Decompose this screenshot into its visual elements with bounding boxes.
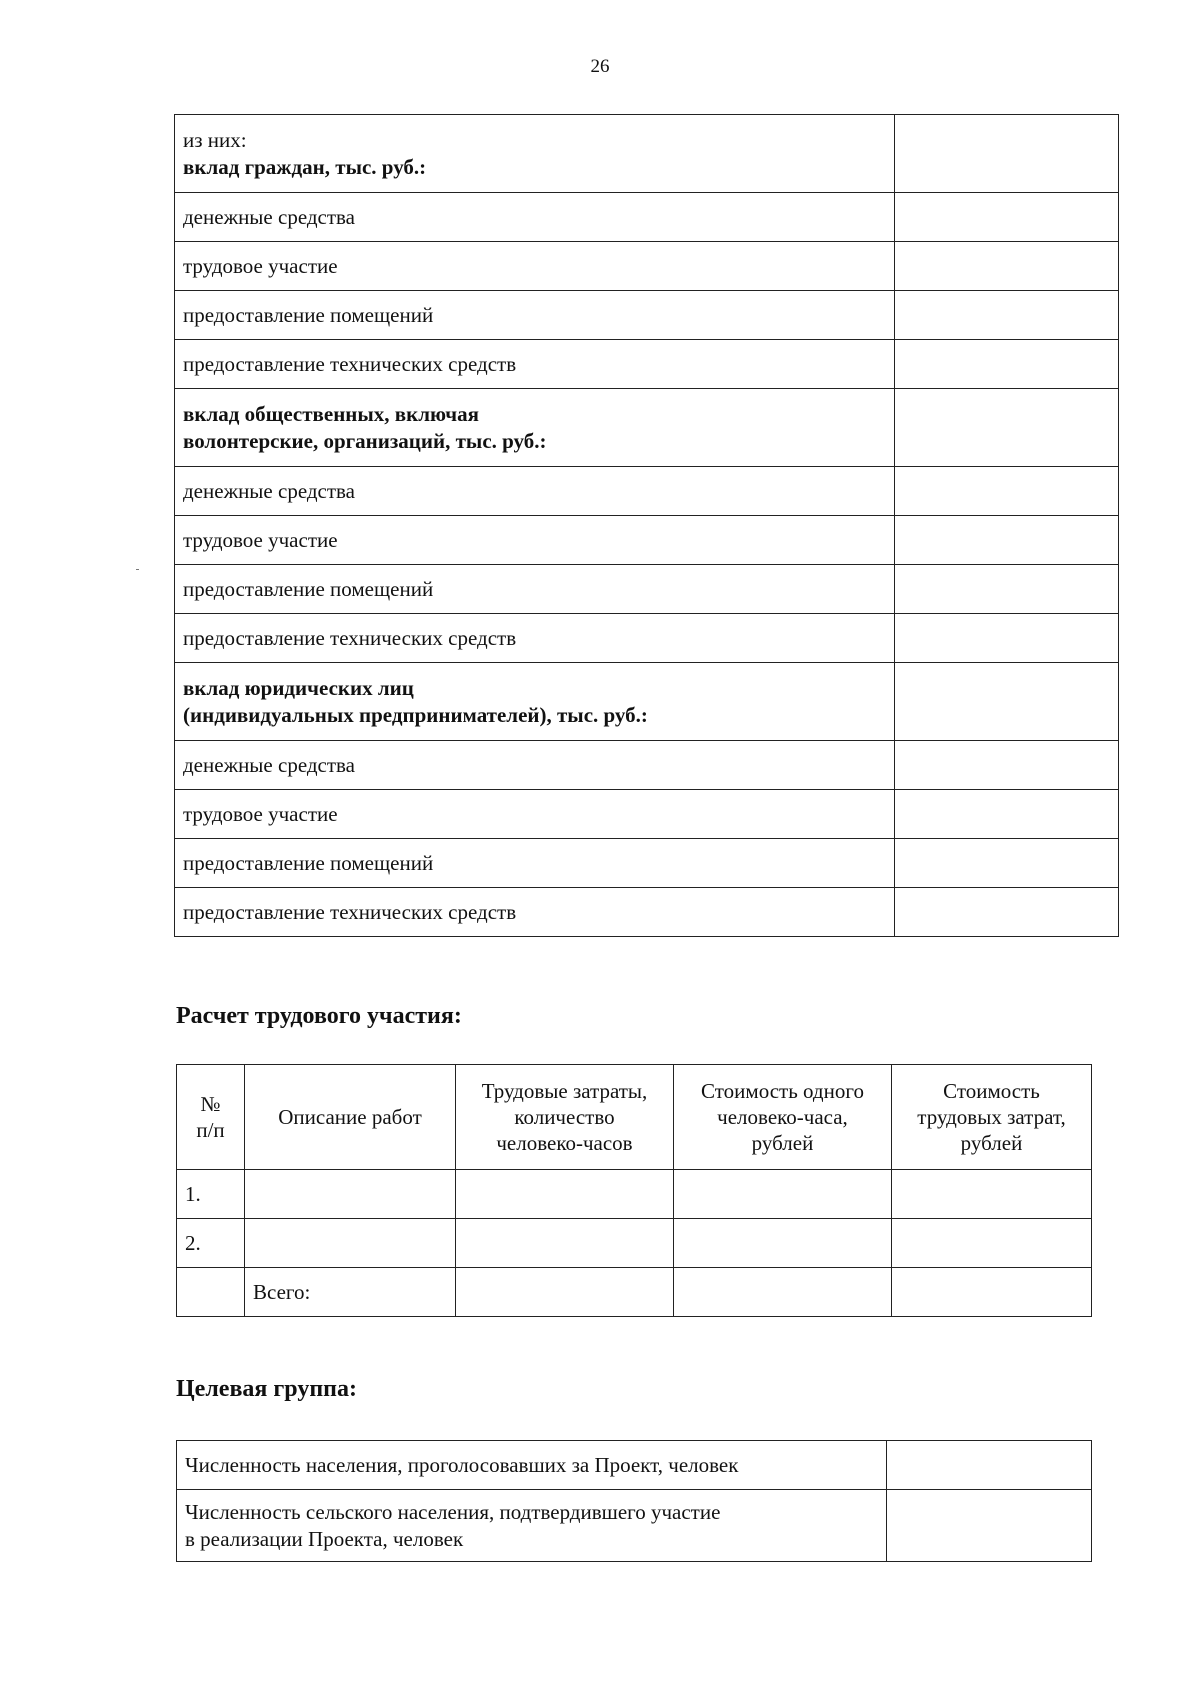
header-work-description	[245, 1065, 456, 1170]
contribution-value[interactable]	[895, 467, 1119, 516]
target-row	[177, 1441, 1092, 1490]
contribution-label-line: из них:	[183, 128, 247, 153]
text-line: Стоимость	[943, 1078, 1040, 1103]
contribution-label	[175, 614, 895, 663]
contribution-label	[175, 565, 895, 614]
contribution-value[interactable]	[895, 340, 1119, 389]
text-line: №	[200, 1091, 221, 1116]
labor-cell-hour-cost[interactable]	[674, 1170, 892, 1219]
contribution-row	[175, 741, 1119, 790]
contribution-label-line: денежные средства	[183, 478, 355, 503]
contribution-label-line: предоставление технических средств	[183, 625, 517, 650]
contribution-row	[175, 614, 1119, 663]
contribution-label-line: трудовое участие	[183, 253, 338, 278]
contribution-label	[175, 291, 895, 340]
contribution-label	[175, 888, 895, 937]
text-line: Численность населения, проголосовавших за Проект, человек	[185, 1452, 739, 1477]
labor-section-title: Расчет трудового участия:	[176, 1003, 462, 1029]
page-number: 26	[590, 56, 610, 77]
text-line: в реализации Проекта, человек	[185, 1526, 464, 1551]
contribution-value[interactable]	[895, 565, 1119, 614]
contribution-value[interactable]	[895, 242, 1119, 291]
contribution-row	[175, 565, 1119, 614]
contribution-label	[175, 516, 895, 565]
contributions-table	[174, 114, 1119, 937]
target-label	[177, 1490, 887, 1562]
contribution-row	[175, 389, 1119, 467]
contribution-label	[175, 741, 895, 790]
target-label	[177, 1441, 887, 1490]
target-row	[177, 1490, 1092, 1562]
labor-cell-row-number: 1.	[177, 1170, 245, 1219]
text-line: Описание работ	[278, 1104, 422, 1129]
contribution-value[interactable]	[895, 516, 1119, 565]
labor-cell-labor-hours[interactable]	[456, 1170, 674, 1219]
contribution-row	[175, 193, 1119, 242]
contribution-value[interactable]	[895, 614, 1119, 663]
contribution-label-line: предоставление помещений	[183, 850, 434, 875]
target-value[interactable]	[887, 1490, 1092, 1562]
scan-mark	[136, 569, 139, 570]
contribution-value[interactable]	[895, 741, 1119, 790]
labor-cell-labor-hours[interactable]	[456, 1268, 674, 1317]
labor-cell-work-description[interactable]	[245, 1219, 456, 1268]
contribution-label	[175, 340, 895, 389]
contribution-label	[175, 389, 895, 467]
contribution-label	[175, 115, 895, 193]
contribution-row	[175, 888, 1119, 937]
text-line: Стоимость одного	[701, 1078, 864, 1103]
target-group-title: Целевая группа:	[176, 1376, 357, 1402]
contribution-label	[175, 790, 895, 839]
contribution-value[interactable]	[895, 790, 1119, 839]
text-line: количество	[514, 1104, 615, 1129]
contribution-value[interactable]	[895, 389, 1119, 467]
labor-cell-total-cost[interactable]	[892, 1268, 1092, 1317]
text-line: рублей	[751, 1131, 814, 1156]
contribution-row	[175, 516, 1119, 565]
contribution-label	[175, 467, 895, 516]
labor-participation-table	[176, 1064, 1092, 1317]
labor-cell-row-number[interactable]	[177, 1268, 245, 1317]
contribution-value[interactable]	[895, 839, 1119, 888]
labor-row	[177, 1268, 1092, 1317]
labor-row	[177, 1219, 1092, 1268]
contribution-label-line: предоставление помещений	[183, 576, 434, 601]
labor-cell-hour-cost[interactable]	[674, 1268, 892, 1317]
contribution-row	[175, 663, 1119, 741]
contribution-label	[175, 663, 895, 741]
contribution-row	[175, 242, 1119, 291]
labor-cell-labor-hours[interactable]	[456, 1219, 674, 1268]
text-line: Трудовые затраты,	[481, 1078, 648, 1103]
labor-header-row	[177, 1065, 1092, 1170]
contribution-row	[175, 340, 1119, 389]
contribution-label-line: трудовое участие	[183, 801, 338, 826]
contribution-label-line: вклад юридических лиц	[183, 676, 414, 701]
target-group-table	[176, 1440, 1092, 1562]
contribution-value[interactable]	[895, 115, 1119, 193]
contribution-value[interactable]	[895, 193, 1119, 242]
contribution-row	[175, 467, 1119, 516]
text-line: человеко-часов	[496, 1131, 633, 1156]
labor-cell-work-description: Всего:	[245, 1268, 456, 1317]
labor-cell-work-description[interactable]	[245, 1170, 456, 1219]
contribution-label	[175, 193, 895, 242]
text-line: трудовых затрат,	[917, 1104, 1066, 1129]
contribution-label-line: трудовое участие	[183, 527, 338, 552]
contribution-row	[175, 115, 1119, 193]
contribution-label-line: денежные средства	[183, 204, 355, 229]
labor-cell-total-cost[interactable]	[892, 1170, 1092, 1219]
contribution-row	[175, 291, 1119, 340]
header-number	[177, 1065, 245, 1170]
contribution-label	[175, 839, 895, 888]
text-line: человеко-часа,	[717, 1104, 848, 1129]
contribution-value[interactable]	[895, 888, 1119, 937]
text-line: Численность сельского населения, подтвердившего участие	[185, 1500, 721, 1525]
header-labor-hours	[456, 1065, 674, 1170]
contribution-label-line: денежные средства	[183, 752, 355, 777]
text-line: п/п	[196, 1118, 225, 1142]
contribution-label-line: предоставление технических средств	[183, 899, 517, 924]
labor-cell-total-cost[interactable]	[892, 1219, 1092, 1268]
contribution-label-line: предоставление технических средств	[183, 351, 517, 376]
contribution-label-line: предоставление помещений	[183, 302, 434, 327]
labor-row	[177, 1170, 1092, 1219]
contribution-row	[175, 839, 1119, 888]
contribution-row	[175, 790, 1119, 839]
labor-cell-hour-cost[interactable]	[674, 1219, 892, 1268]
contribution-value[interactable]	[895, 291, 1119, 340]
target-value[interactable]	[887, 1441, 1092, 1490]
text-line: рублей	[960, 1131, 1023, 1156]
contribution-value[interactable]	[895, 663, 1119, 741]
contribution-label	[175, 242, 895, 291]
labor-cell-row-number: 2.	[177, 1219, 245, 1268]
contribution-label-line: волонтерские, организаций, тыс. руб.:	[183, 428, 547, 453]
contribution-label-line: вклад общественных, включая	[183, 402, 479, 427]
header-total-cost	[892, 1065, 1092, 1170]
contribution-label-line: (индивидуальных предпринимателей), тыс. руб.:	[183, 702, 648, 727]
contribution-label-line: вклад граждан, тыс. руб.:	[183, 154, 427, 179]
header-hour-cost	[674, 1065, 892, 1170]
